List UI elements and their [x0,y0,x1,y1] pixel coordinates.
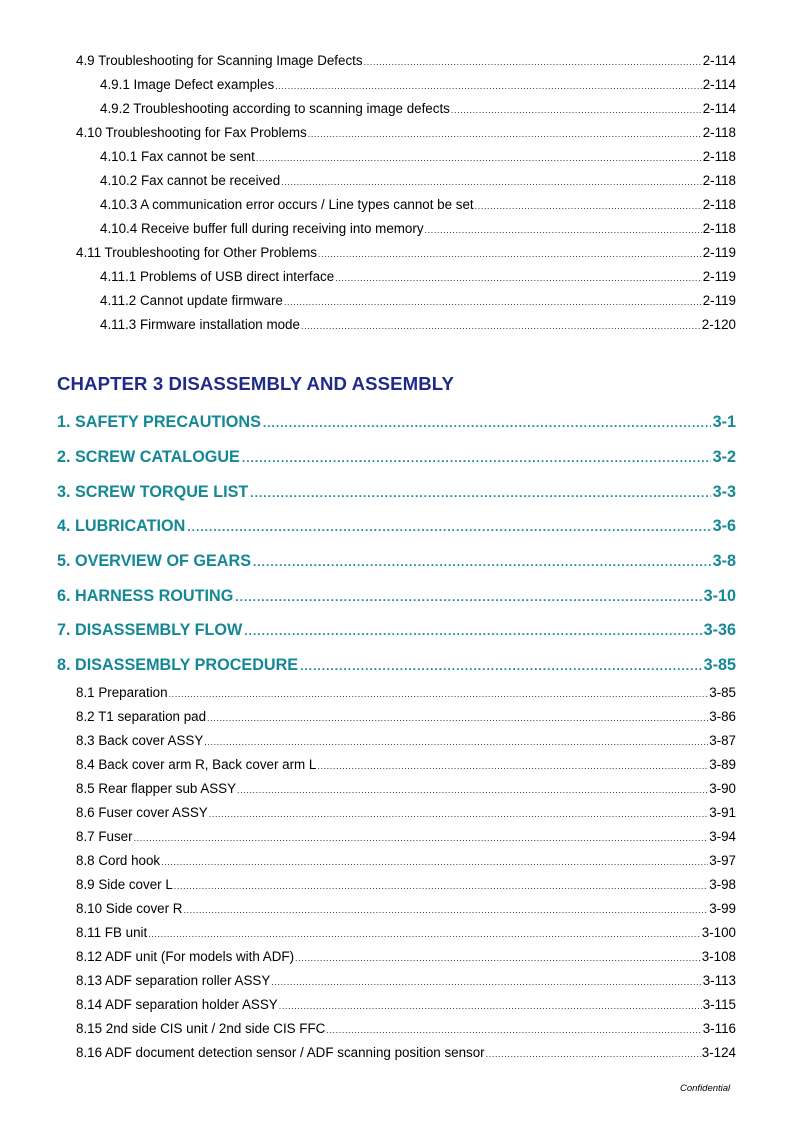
section-page: 3-3 [712,483,736,501]
section-entry[interactable] [57,656,736,675]
toc-entry[interactable] [76,829,736,846]
toc-entry-label: 8.13 ADF separation roller ASSY [76,973,271,988]
toc-entry-page: 2-114 [702,101,736,116]
toc-entry[interactable] [100,269,736,286]
toc-entry[interactable] [100,173,736,190]
leader-dots [242,451,711,465]
section-label: 1. SAFETY PRECAUTIONS [57,413,261,431]
leader-dots [209,806,708,822]
section-page: 3-8 [712,552,736,570]
leader-dots [317,758,708,774]
section-label: 2. SCREW CATALOGUE [57,448,240,466]
toc-entry-label: 8.5 Rear flapper sub ASSY [76,781,237,796]
leader-dots [335,270,702,286]
section-entry[interactable] [57,483,736,502]
leader-dots [425,222,702,238]
toc-entry[interactable] [76,901,736,918]
toc-entry[interactable] [76,853,736,870]
toc-entry[interactable] [76,1021,736,1038]
toc-entry[interactable] [100,293,736,310]
toc-entry[interactable] [76,245,736,262]
leader-dots [475,198,702,214]
toc-entry-label: 4.9.2 Troubleshooting according to scanning image defects [100,101,450,116]
leader-dots [250,486,710,500]
toc-entry-label: 8.12 ADF unit (For models with ADF) [76,949,295,964]
section-page: 3-85 [703,656,736,674]
toc-entry-label: 4.10.4 Receive buffer full during receiving into memory [100,221,424,236]
section-entry[interactable] [57,587,736,606]
section-page: 3-36 [703,621,736,639]
toc-entry-page: 2-120 [701,317,736,332]
toc-entry-page: 3-115 [702,997,736,1012]
toc-entry[interactable] [76,949,736,966]
toc-entry-label: 8.16 ADF document detection sensor / ADF scanning position sensor [76,1045,485,1060]
toc-entry-page: 3-91 [709,805,736,820]
leader-dots [318,246,702,262]
leader-dots [275,78,702,94]
toc-entry-label: 8.8 Cord hook [76,853,161,868]
toc-entry[interactable] [76,997,736,1014]
toc-entry[interactable] [100,317,736,334]
toc-entry-label: 8.3 Back cover ASSY [76,733,204,748]
toc-entry[interactable] [76,733,736,750]
toc-entry-label: 4.10 Troubleshooting for Fax Problems [76,125,307,140]
leader-dots [284,294,702,310]
leader-dots [451,102,702,118]
toc-entry[interactable] [76,757,736,774]
toc-entry-page: 2-119 [702,269,736,284]
toc-entry-label: 8.1 Preparation [76,685,168,700]
toc-entry[interactable] [100,149,736,166]
toc-entry-page: 3-99 [709,901,736,916]
toc-entry-label: 4.10.1 Fax cannot be sent [100,149,255,164]
toc-entry[interactable] [76,805,736,822]
leader-dots [308,126,702,142]
section-entry[interactable] [57,552,736,571]
toc-entry-page: 2-118 [702,173,736,188]
section-page: 3-6 [712,517,736,535]
leader-dots [263,416,711,430]
toc-entry-page: 3-97 [709,853,736,868]
toc-entry-label: 8.4 Back cover arm R, Back cover arm L [76,757,317,772]
toc-entry-page: 2-118 [702,197,736,212]
leader-dots [187,520,710,534]
leader-dots [244,624,701,638]
section-page: 3-10 [703,587,736,605]
toc-entry[interactable] [76,925,736,942]
toc-entry-page: 3-98 [709,877,736,892]
leader-dots [256,150,702,166]
leader-dots [295,950,701,966]
chapter-title: CHAPTER 3 DISASSEMBLY AND ASSEMBLY [57,373,455,394]
toc-entry[interactable] [76,1045,736,1062]
leader-dots [281,174,702,190]
toc-entry[interactable] [76,973,736,990]
toc-entry-label: 8.10 Side cover R [76,901,183,916]
section-entry[interactable] [57,621,736,640]
toc-entry-page: 2-114 [702,53,736,68]
leader-dots [300,659,702,673]
toc-entry-label: 8.9 Side cover L [76,877,173,892]
leader-dots [364,54,702,70]
section-page: 3-2 [712,448,736,466]
toc-entry[interactable] [100,197,736,214]
toc-entry-page: 2-114 [702,77,736,92]
toc-entry-page: 3-85 [709,685,736,700]
leader-dots [301,318,701,334]
leader-dots [161,854,708,870]
leader-dots [237,782,708,798]
toc-entry-page: 3-87 [709,733,736,748]
toc-entry-label: 8.6 Fuser cover ASSY [76,805,208,820]
section-label: 7. DISASSEMBLY FLOW [57,621,243,639]
leader-dots [204,734,708,750]
toc-entry-page: 3-108 [701,949,736,964]
toc-entry-page: 3-90 [709,781,736,796]
leader-dots [174,878,708,894]
section-label: 8. DISASSEMBLY PROCEDURE [57,656,299,674]
leader-dots [253,555,711,569]
toc-entry-label: 8.14 ADF separation holder ASSY [76,997,278,1012]
leader-dots [148,926,701,942]
section-label: 4. LUBRICATION [57,517,186,535]
toc-entry[interactable] [76,709,736,726]
confidential-footer: Confidential [680,1083,731,1094]
leader-dots [486,1046,701,1062]
toc-entry-label: 8.7 Fuser [76,829,133,844]
toc-entry[interactable] [76,685,736,702]
leader-dots [279,998,702,1014]
toc-entry-page: 3-100 [701,925,736,940]
toc-entry-page: 3-94 [709,829,736,844]
toc-entry-page: 2-118 [702,125,736,140]
leader-dots [235,590,701,604]
toc-entry-page: 3-89 [709,757,736,772]
toc-entry-label: 4.11.2 Cannot update firmware [100,293,283,308]
toc-entry-label: 4.9 Troubleshooting for Scanning Image Defects [76,53,363,68]
toc-entry-page: 3-124 [701,1045,736,1060]
section-entry[interactable] [57,517,736,536]
leader-dots [271,974,701,990]
leader-dots [169,686,709,702]
toc-entry-page: 2-119 [702,245,736,260]
leader-dots [183,902,708,918]
section-label: 6. HARNESS ROUTING [57,587,234,605]
toc-entry[interactable] [100,77,736,94]
section-entry[interactable] [57,413,736,432]
toc-entry[interactable] [76,53,736,70]
toc-entry-page: 3-113 [702,973,736,988]
toc-entry-page: 3-86 [709,709,736,724]
leader-dots [326,1022,701,1038]
toc-entry[interactable] [100,101,736,118]
section-entry[interactable] [57,448,736,467]
toc-entry-label: 8.15 2nd side CIS unit / 2nd side CIS FFC [76,1021,326,1036]
toc-entry-page: 2-119 [702,293,736,308]
section-label: 3. SCREW TORQUE LIST [57,483,249,501]
toc-entry-page: 2-118 [702,221,736,236]
section-label: 5. OVERVIEW OF GEARS [57,552,251,570]
toc-entry[interactable] [100,221,736,238]
section-page: 3-1 [712,413,736,431]
toc-entry-label: 8.2 T1 separation pad [76,709,207,724]
toc-entry-label: 8.11 FB unit [76,925,148,940]
toc-entry-label: 4.11.3 Firmware installation mode [100,317,300,332]
toc-entry-label: 4.10.3 A communication error occurs / Line types cannot be set [100,197,474,212]
leader-dots [207,710,708,726]
toc-entry-label: 4.9.1 Image Defect examples [100,77,275,92]
toc-entry-label: 4.11 Troubleshooting for Other Problems [76,245,317,260]
toc-entry[interactable] [76,781,736,798]
toc-entry-page: 2-118 [702,149,736,164]
toc-entry-label: 4.10.2 Fax cannot be received [100,173,281,188]
toc-entry-label: 4.11.1 Problems of USB direct interface [100,269,335,284]
toc-entry[interactable] [76,125,736,142]
toc-entry-page: 3-116 [702,1021,736,1036]
toc-entry[interactable] [76,877,736,894]
leader-dots [134,830,709,846]
